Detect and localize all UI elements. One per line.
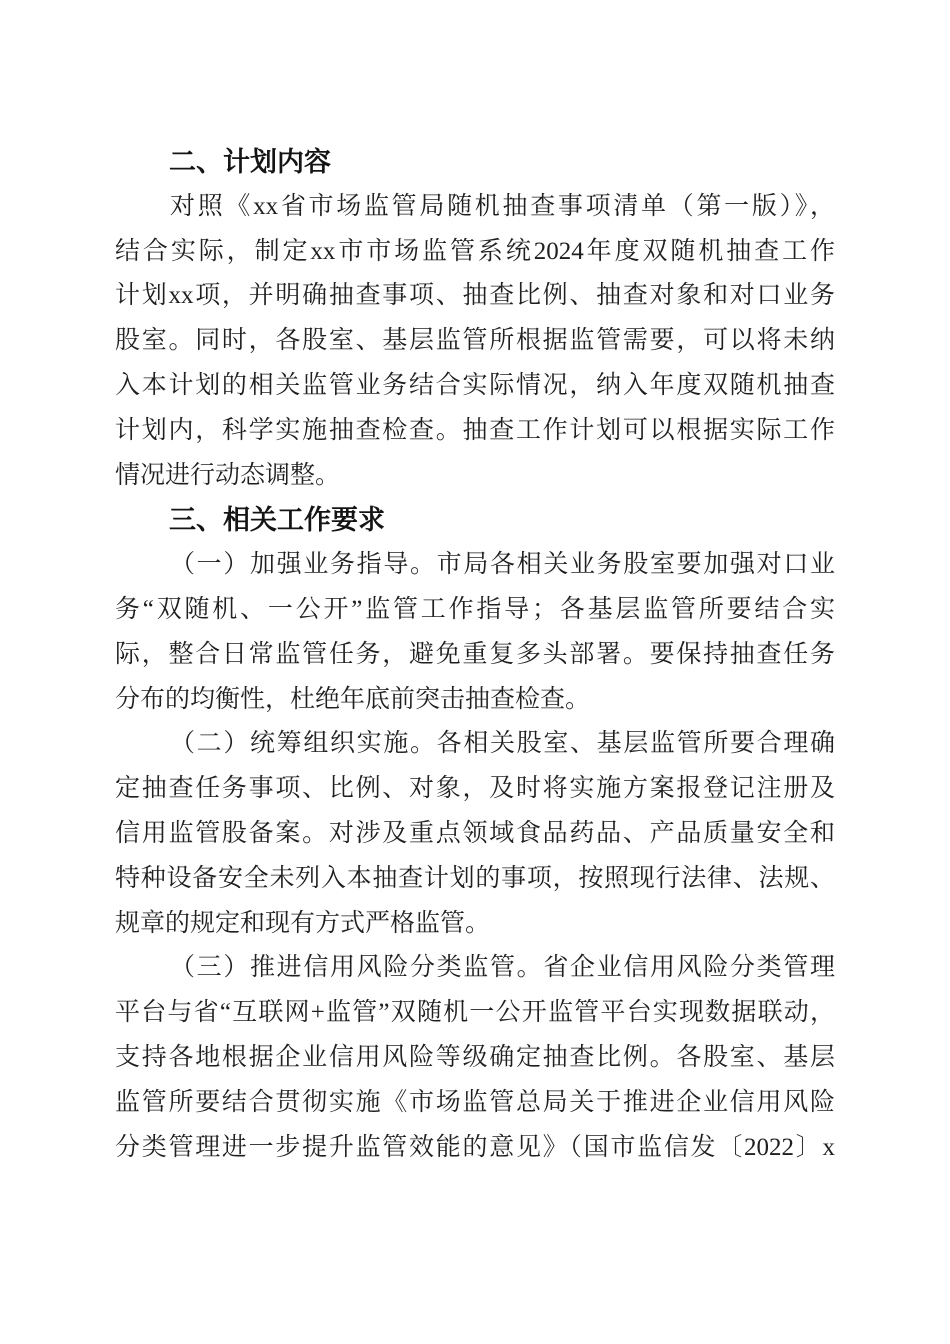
text-line: 入本计划的相关监管业务结合实际情况，纳入年度双随机抽查 [115,371,835,399]
text-line: 规章的规定和现有方式严格监管。 [115,909,491,937]
text-line: 股室。同时，各股室、基层监管所根据监管需要，可以将未纳 [115,327,835,355]
text-line: 信用监管股备案。对涉及重点领域食品药品、产品质量安全和 [115,819,835,847]
text-line: 监管所要结合贯彻实施《市场监管总局关于推进企业信用风险 [115,1088,835,1116]
text-line: 分类管理进一步提升监管效能的意见》（国市监信发〔2022〕x [115,1133,835,1161]
text-line: 对照《xx省市场监管局随机抽查事项清单（第一版）》， [170,192,835,220]
text-line: 平台与省“互联网+监管”双随机一公开监管平台实现数据联动， [115,999,835,1027]
text-line: 特种设备安全未列入本抽查计划的事项，按照现行法律、法规、 [115,864,835,892]
text-line: （三）推进信用风险分类监管。省企业信用风险分类管理 [170,954,835,982]
text-line: 计划xx项，并明确抽查事项、抽查比例、抽查对象和对口业务 [115,282,835,310]
text-line: 支持各地根据企业信用风险等级确定抽查比例。各股室、基层 [115,1043,835,1071]
text-line: 际，整合日常监管任务，避免重复多头部署。要保持抽查任务 [115,640,835,668]
text-line: 结合实际，制定xx市市场监管系统2024年度双随机抽查工作 [115,237,835,265]
text-line: 分布的均衡性，杜绝年底前突击抽查检查。 [115,685,591,713]
text-line: 定抽查任务事项、比例、对象，及时将实施方案报登记注册及 [115,775,835,803]
paragraph-business-guidance [115,543,835,722]
text-line: 情况进行动态调整。 [115,461,341,489]
section-heading-work-requirements: 三、相关工作要求 [169,505,385,536]
text-line: （二）统筹组织实施。各相关股室、基层监管所要合理确 [170,730,835,758]
text-line: 务“双随机、一公开”监管工作指导；各基层监管所要结合实 [115,595,835,623]
section-heading-plan-content: 二、计划内容 [169,147,331,177]
text-line: 计划内，科学实施抽查检查。抽查工作计划可以根据实际工作 [115,416,835,444]
text-line: （一）加强业务指导。市局各相关业务股室要加强对口业 [170,551,835,579]
paragraph-plan-content [115,185,835,499]
paragraph-credit-risk-supervision [115,946,835,1170]
paragraph-organize-implementation [115,722,835,946]
